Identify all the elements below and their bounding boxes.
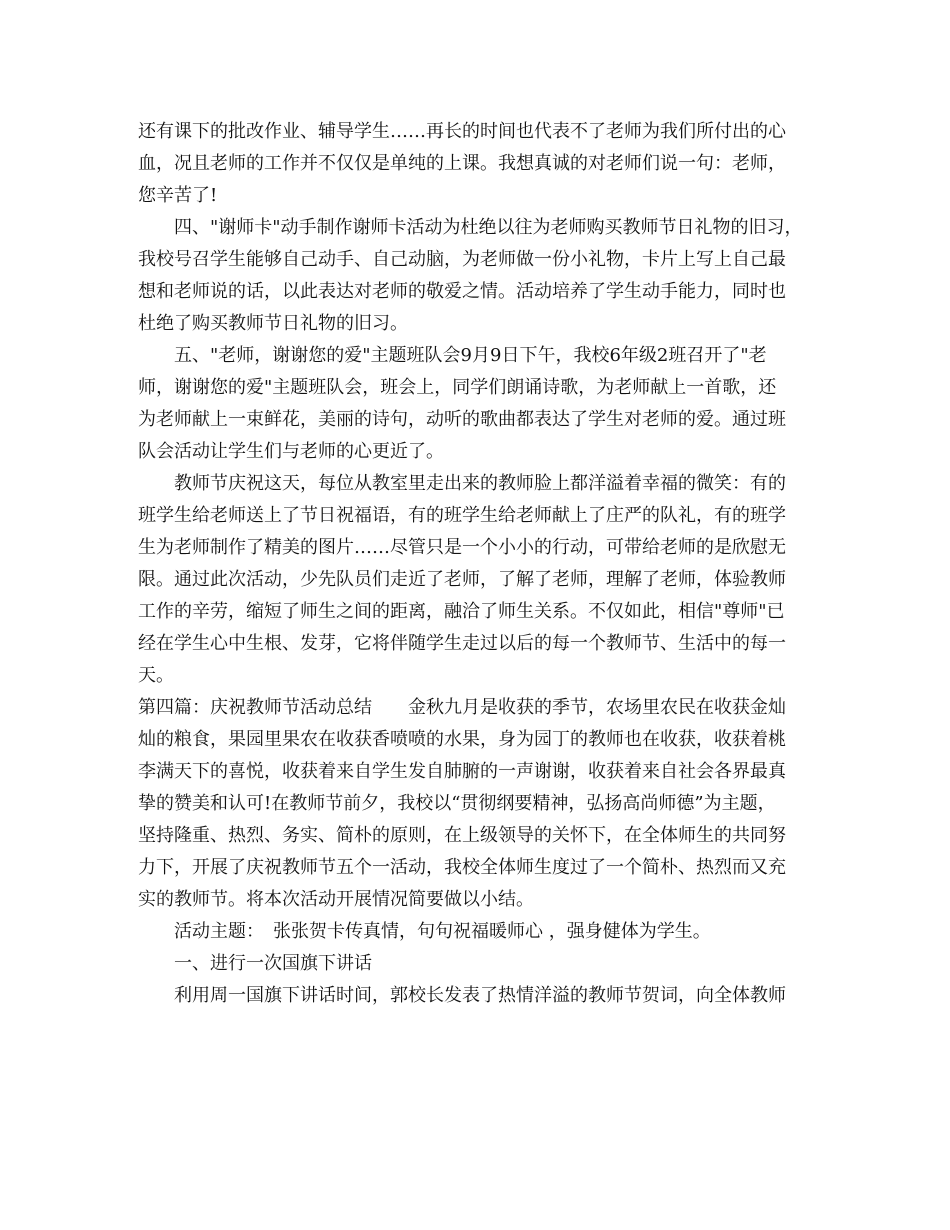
- text-line: 力下，开展了庆祝教师节五个一活动，我校全体师生度过了一个简朴、热烈而又充: [138, 857, 786, 878]
- text-line: 为老师献上一束鲜花，美丽的诗句，动听的歌曲都表达了学生对老师的爱。通过班: [138, 409, 786, 430]
- text-line: 队会活动让学生们与老师的心更近了。: [138, 441, 444, 462]
- text-line: 坚持隆重、热烈、务实、简朴的原则，在上级领导的关怀下，在全体师生的共同努: [138, 825, 786, 846]
- text-line: 工作的辛劳，缩短了师生之间的距离，融洽了师生关系。不仅如此，相信"尊师"已: [138, 601, 785, 622]
- text-line: 第四篇：庆祝教师节活动总结 金秋九月是收获的季节，农场里农民在收获金灿: [138, 697, 786, 718]
- text-line: 挚的赞美和认可!在教师节前夕，我校以“贯彻纲要精神，弘扬高尚师德”为主题，: [138, 793, 776, 814]
- text-line: 李满天下的喜悦，收获着来自学生发自肺腑的一声谢谢，收获着来自社会各界最真: [138, 761, 786, 782]
- text-line: 还有课下的批改作业、辅导学生……再长的时间也代表不了老师为我们所付出的心: [138, 121, 786, 142]
- text-line: 想和老师说的话，以此表达对老师的敬爱之情。活动培养了学生动手能力，同时也: [138, 281, 786, 302]
- text-line: 活动主题： 张张贺卡传真情，句句祝福暖师心 ，强身健体为学生。: [174, 921, 711, 942]
- text-line: 您辛苦了!: [138, 185, 218, 206]
- text-line: 利用周一国旗下讲话时间，郭校长发表了热情洋溢的教师节贺词，向全体教师: [174, 985, 786, 1006]
- text-line: 实的教师节。将本次活动开展情况简要做以小结。: [138, 889, 534, 910]
- text-line: 灿的粮食，果园里果农在收获香喷喷的水果，身为园丁的教师也在收获，收获着桃: [138, 729, 786, 750]
- text-line: 血，况且老师的工作并不仅仅是单纯的上课。我想真诚的对老师们说一句：老师，: [138, 153, 786, 174]
- text-line: 杜绝了购买教师节日礼物的旧习。: [138, 313, 408, 334]
- text-line: 我校号召学生能够自己动手、自己动脑，为老师做一份小礼物，卡片上写上自己最: [138, 249, 786, 270]
- text-line: 经在学生心中生根、发芽，它将伴随学生走过以后的每一个教师节、生活中的每一: [138, 633, 786, 654]
- text-line: 限。通过此次活动，少先队员们走近了老师，了解了老师，理解了老师，体验教师: [138, 569, 786, 590]
- text-line: 教师节庆祝这天，每位从教室里走出来的教师脸上都洋溢着幸福的微笑：有的: [174, 473, 786, 494]
- text-line: 生为老师制作了精美的图片……尽管只是一个小小的行动，可带给老师的是欣慰无: [138, 537, 786, 558]
- document-body: [138, 116, 822, 1012]
- text-line: 一、进行一次国旗下讲话: [174, 953, 372, 974]
- text-line: 师，谢谢您的爱"主题班队会，班会上，同学们朗诵诗歌，为老师献上一首歌，还: [138, 377, 777, 398]
- text-line: 天。: [138, 665, 174, 686]
- text-line: 四、"谢师卡"动手制作谢师卡活动为杜绝以往为老师购买教师节日礼物的旧习，: [174, 217, 803, 238]
- text-line: 五、"老师，谢谢您的爱"主题班队会9月9日下午，我校6年级2班召开了"老: [174, 345, 767, 366]
- text-line: 班学生给老师送上了节日祝福语，有的班学生给老师献上了庄严的队礼，有的班学: [138, 505, 786, 526]
